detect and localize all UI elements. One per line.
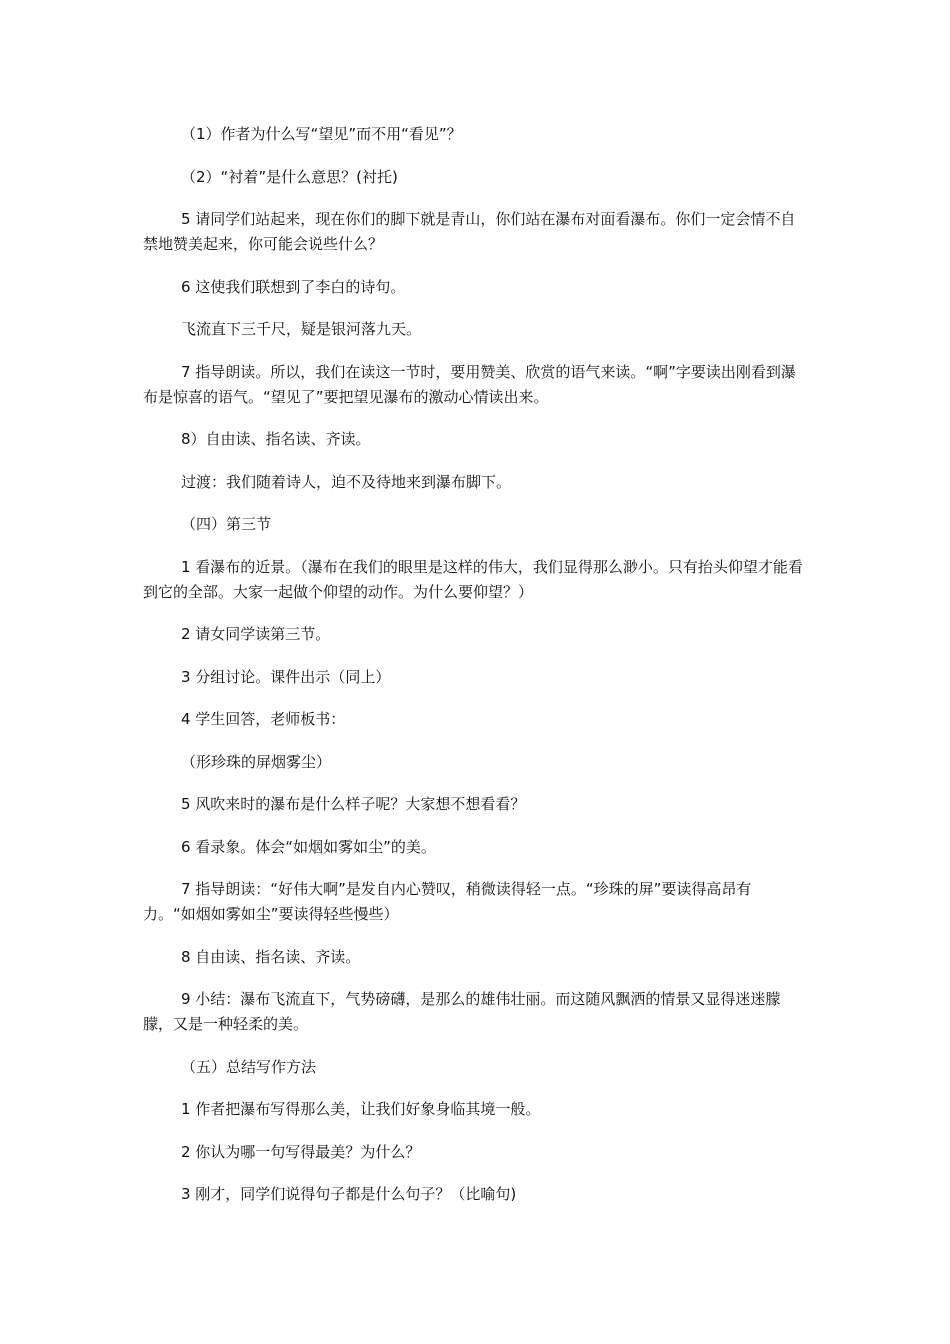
paragraph-7: 8）自由读、指名读、齐读。 [181,430,371,448]
paragraph-6: 7 指导朗读。所以，我们在读这一节时，要用赞美、欣赏的语气来读。“啊”字要读出刚看到瀑布是惊喜的语气。“望见了”要把望见瀑布的激动心情读出来。 [143,362,796,406]
document-body [143,122,803,1225]
paragraph-2: （2）“衬着”是什么意思？(衬托) [181,167,398,186]
paragraph-12: 3 分组讨论。课件出示（同上） [181,667,391,686]
section-heading-5: （五）总结写作方法 [181,1057,317,1076]
paragraph-22: 2 你认为哪一句写得最美？为什么？ [181,1142,421,1161]
section-heading-4: （四）第三节 [181,515,272,533]
paragraph-18: 8 自由读、指名读、齐读。 [181,947,361,966]
paragraph-19: 9 小结：瀑布飞流直下，气势磅礴，是那么的雄伟壮丽。而这随风飘洒的情景又显得迷迷朦朦，又是一种轻柔的美。 [143,990,781,1033]
paragraph-3: 5 请同学们站起来，现在你们的脚下就是青山，你们站在瀑布对面看瀑布。你们一定会情不自禁地赞美起来，你可能会说些什么？ [143,210,796,253]
paragraph-4: 6 这使我们联想到了李白的诗句。 [181,277,406,296]
paragraph-8: 过渡：我们随着诗人，迫不及待地来到瀑布脚下。 [181,472,512,491]
paragraph-17: 7 指导朗读：“好伟大啊”是发自内心赞叹，稍微读得轻一点。“珍珠的屏”要读得高昂有力。“如烟如雾如尘”要读得轻些慢些） [143,880,752,923]
paragraph-16: 6 看录象。体会“如烟如雾如尘”的美。 [181,837,436,856]
paragraph-23: 3 刚才，同学们说得句子都是什么句子？（比喻句) [181,1185,517,1203]
paragraph-15: 5 风吹来时的瀑布是什么样子呢？大家想不想看看？ [181,795,526,813]
paragraph-1: （1）作者为什么写“望见”而不用“看见”？ [181,125,462,143]
paragraph-13: 4 学生回答，老师板书： [181,710,346,728]
paragraph-11: 2 请女同学读第三节。 [181,625,331,643]
paragraph-5: 飞流直下三千尺，疑是银河落九天。 [181,320,422,338]
paragraph-14: （形珍珠的屏烟雾尘） [181,752,332,771]
paragraph-10: 1 看瀑布的近景。（瀑布在我们的眼里是这样的伟大，我们显得那么渺小。只有抬头仰望才能看到它的全部。大家一起做个仰望的动作。为什么要仰望？） [143,557,803,601]
paragraph-21: 1 作者把瀑布写得那么美，让我们好象身临其境一般。 [181,1100,541,1118]
